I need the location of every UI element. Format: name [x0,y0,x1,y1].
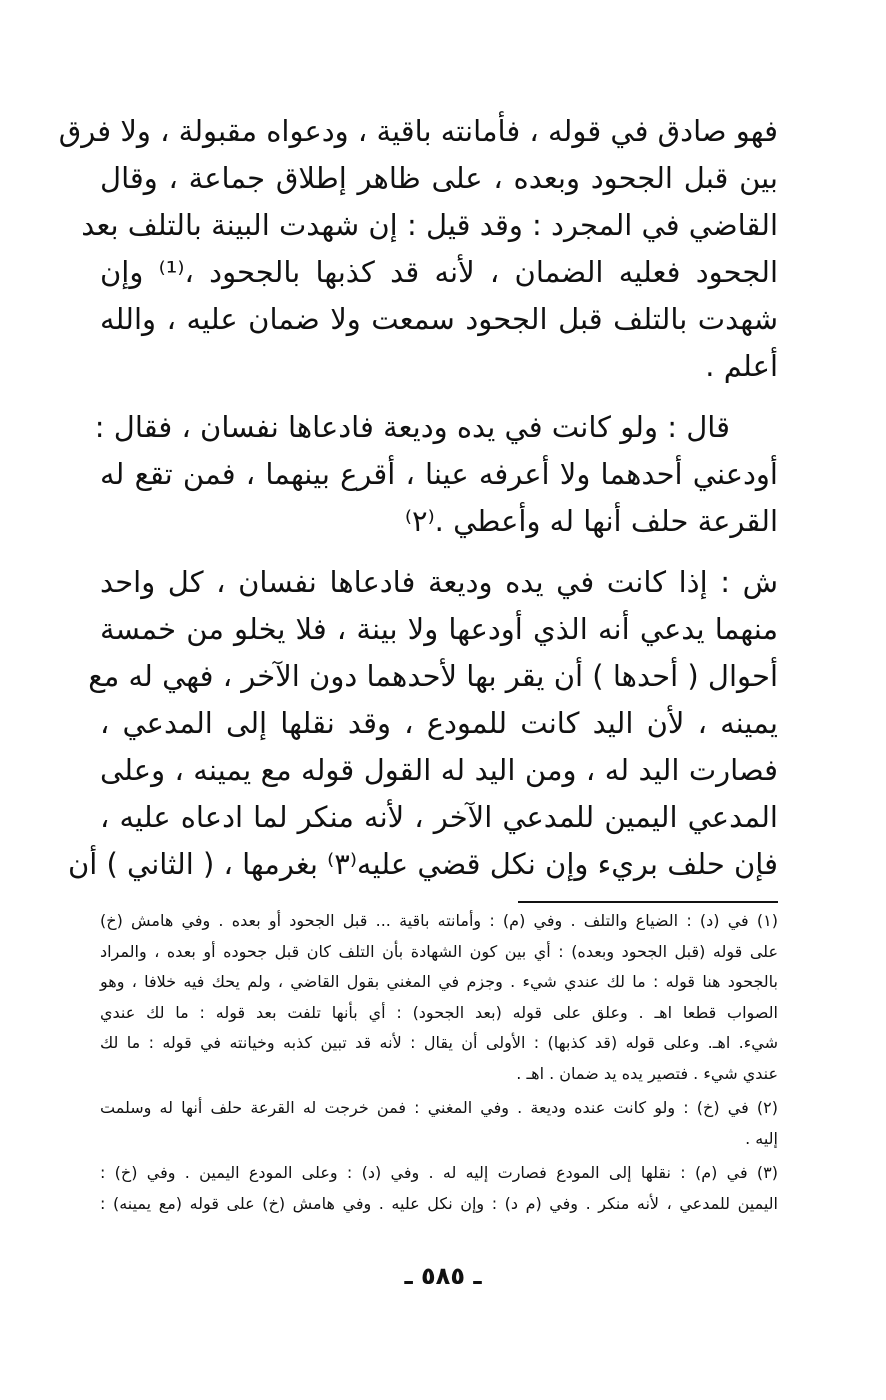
footnote-1 [100,906,778,1089]
main-text [58,108,778,902]
footnote-line: (٣) في (م) : نقلها إلى المودع فصارت إليه له . وفي (د) : وعلى المودع اليمين . وفي (خ) : [100,1163,778,1182]
footnote-line: عندي شيء . فتصير يده يد ضمان . اهـ . [516,1063,778,1083]
footnote-line: (١) في (د) : الضياع والتلف . وفي (م) : وأمانته باقية ... قبل الجحود أو بعده . وفي هامش (خ) [100,911,778,930]
footnote-line: الصواب قطعا اهـ . وعلق على قوله (بعد الجحود) : أي بأنها تلفت بعد قوله : ما لك عندي [100,1002,778,1022]
text-line: أعلم . [705,349,778,383]
text-line: بين قبل الجحود وبعده ، على ظاهر إطلاق جماعة ، وقال [100,161,778,195]
text-line: القاضي في المجرد : وقد قيل : إن شهدت البينة بالتلف بعد [81,208,778,242]
footnote-2 [100,1093,778,1154]
text-line: القرعة حلف أنها له وأعطي .⁽٢⁾ [404,504,778,538]
footnotes [100,906,778,1223]
page-number: ـ ٥٨٥ ـ [404,1262,482,1290]
footnote-3 [100,1158,778,1219]
footnote-divider [518,901,778,903]
text-line: منهما يدعي أنه الذي أودعها ولا بينة ، فلا يخلو من خمسة [100,612,778,646]
footnote-line: شيء. اهـ. وعلى قوله (قد كذبها) : الأولى أن يقال : لأنه قد تبين كذبه وخيانته في قوله : ما لك [100,1033,778,1052]
text-line: ش : إذا كانت في يده وديعة فادعاها نفسان ، كل واحد [100,565,778,599]
paragraph-3 [67,559,778,888]
footnote-line: على قوله (قبل الجحود وبعده) : أي بين كون الشهادة بأن التلف كان قبل جحوده أو بعده ، والمراد [100,941,778,961]
footnote-line: اليمين للمدعي ، لأنه منكر . وفي (م د) : وإن نكل عليه . وفي هامش (خ) على قوله (مع يمينه) : [100,1193,778,1213]
text-line: شهدت بالتلف قبل الجحود سمعت ولا ضمان عليه ، والله [100,302,778,336]
text-line: أحوال ( أحدها ) أن يقر بها لأحدهما دون الآخر ، فهي له مع [88,659,778,693]
footnote-line: إليه . [745,1128,778,1148]
text-line: فهو صادق في قوله ، فأمانته باقية ، ودعواه مقبولة ، ولا فرق [58,114,778,148]
text-line: المدعي اليمين للمدعي الآخر ، لأنه منكر لما ادعاه عليه ، [100,800,778,834]
text-line: الجحود فعليه الضمان ، لأنه قد كذبها بالجحود ،⁽¹⁾ وإن [100,255,778,289]
text-line: فصارت اليد له ، ومن اليد له القول قوله مع يمينه ، وعلى [100,753,778,787]
footnote-line: (٢) في (خ) : ولو كانت عنده وديعة . وفي المغني : فمن خرجت له القرعة حلف أنها له وسلمت [100,1098,778,1117]
text-line: قال : ولو كانت في يده وديعة فادعاها نفسان ، فقال : [94,410,730,444]
paragraph-1 [58,108,778,390]
footnote-line: بالجحود هنا قوله : ما لك عندي شيء . وجزم في المغني بقول القاضي ، ولم يحك فيه خلافا ، وهو [100,972,778,991]
text-line: فإن حلف بريء وإن نكل قضي عليه⁽٣⁾ بغرمها ، ( الثاني ) أن [67,847,778,881]
text-line: أودعني أحدهما ولا أعرفه عينا ، أقرع بينهما ، فمن تقع له [100,457,778,491]
text-line: يمينه ، لأن اليد كانت للمودع ، وقد نقلها إلى المدعي ، [100,706,778,740]
paragraph-2 [94,404,778,545]
